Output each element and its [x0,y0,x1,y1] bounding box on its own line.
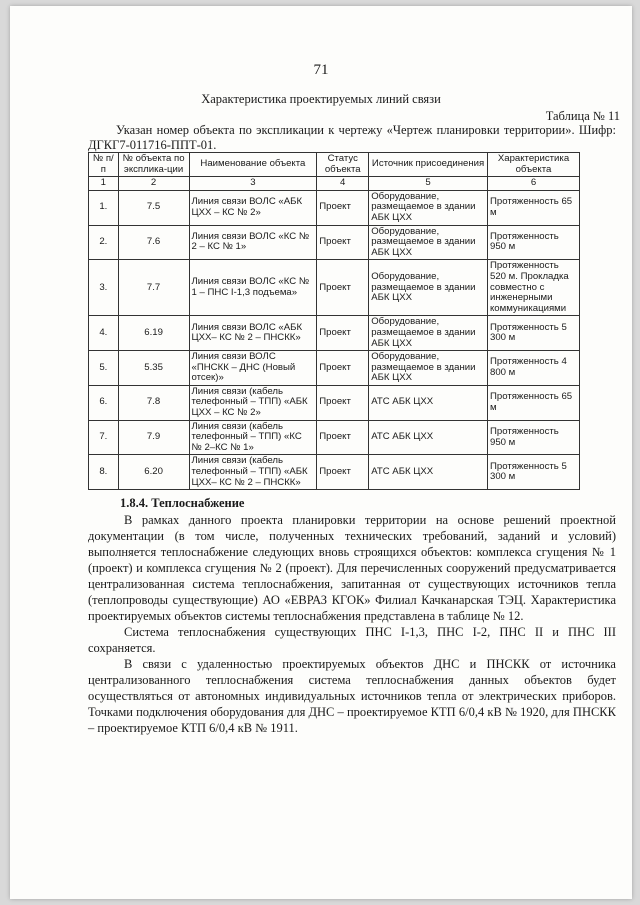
header-cell: № объекта по эксплика-ции [118,153,189,177]
header-cell: Статус объекта [317,153,369,177]
table-cell: Оборудование, размещаемое в здании АБК ЦХХ [369,225,488,260]
header-cell: Источник присоединения [369,153,488,177]
table-cell: Линия связи ВОЛС «АБК ЦХХ – КС № 2» [189,190,317,225]
table-cell: 7. [89,420,119,455]
page-number: 71 [313,62,329,78]
table-header-row [89,153,580,177]
header-cell: Наименование объекта [189,153,317,177]
table-cell: Линия связи ВОЛС «ПНСКК – ДНС (Новый отсек)» [189,351,317,386]
table-cell: Оборудование, размещаемое в здании АБК ЦХХ [369,260,488,316]
table-row [89,225,580,260]
table-cell: 7.8 [118,385,189,420]
column-index-row [89,177,580,191]
table-cell: 3. [89,260,119,316]
table-row [89,420,580,455]
table-cell: Протяженность 65 м [487,190,579,225]
table-cell: Проект [317,260,369,316]
table-cell: Протяженность 950 м [487,225,579,260]
table-cell: 6. [89,385,119,420]
table-cell: 7.7 [118,260,189,316]
table-cell: 7.6 [118,225,189,260]
index-cell: 6 [487,177,579,191]
table-cell: Линия связи (кабель телефонный – ТПП) «КС № 2–КС № 1» [189,420,317,455]
index-cell: 3 [189,177,317,191]
table-cell: Оборудование, размещаемое в здании АБК ЦХХ [369,190,488,225]
table-cell: 7.9 [118,420,189,455]
table-cell: 8. [89,455,119,490]
table-body [89,190,580,489]
table-cell: АТС АБК ЦХХ [369,420,488,455]
table-cell: Проект [317,225,369,260]
paragraph: Система теплоснабжения существующих ПНС I-1,3, ПНС I-2, ПНС II и ПНС III сохраняется. [88,625,616,655]
table-cell: Протяженность 950 м [487,420,579,455]
table-cell: 2. [89,225,119,260]
table-cell: 4. [89,316,119,351]
table-cell: Проект [317,351,369,386]
table-cell: 5.35 [118,351,189,386]
header-cell: Характеристика объекта [487,153,579,177]
table-cell: 1. [89,190,119,225]
index-cell: 4 [317,177,369,191]
paragraph: В связи с удаленностью проектируемых объектов ДНС и ПНСКК от источника централизованного теплоснабжения система теплоснабжения данных объектов будет осуществляться от автономных индивидуальных источников тепла от электрических приборов. Точками подключения оборудования для ДНС – проектируемое КТП 6/0,4 кВ № 1920, для ПНСКК – проектируемое КТП 6/0,4 кВ № 1911. [88,657,616,735]
table-row [89,260,580,316]
index-cell: 1 [89,177,119,191]
table-cell: Протяженность 5 300 м [487,316,579,351]
table-cell: Проект [317,316,369,351]
table-cell: Протяженность 65 м [487,385,579,420]
table-cell: АТС АБК ЦХХ [369,455,488,490]
document-page [10,6,632,899]
table-cell: 7.5 [118,190,189,225]
table-row [89,455,580,490]
table-cell: 6.20 [118,455,189,490]
table-cell: Оборудование, размещаемое в здании АБК ЦХХ [369,316,488,351]
table-cell: Линия связи ВОЛС «АБК ЦХХ– КС № 2 – ПНСКК» [189,316,317,351]
table-cell: Протяженность 5 300 м [487,455,579,490]
table-cell: Проект [317,385,369,420]
table-cell: 5. [89,351,119,386]
table-row [89,316,580,351]
table-label: Таблица № 11 [545,109,620,123]
header-cell: № п/п [89,153,119,177]
table-cell: Линия связи (кабель телефонный – ТПП) «АБК ЦХХ – КС № 2» [189,385,317,420]
table-title: Характеристика проектируемых линий связи [201,92,441,106]
table-cell: Линия связи ВОЛС «КС № 2 – КС № 1» [189,225,317,260]
index-cell: 5 [369,177,488,191]
communication-lines-table [88,152,580,490]
body-text [88,512,616,736]
intro-text: Указан номер объекта по экспликации к чертежу «Чертеж планировки территории». Шифр: ДГКГ7-011716-ППТ-01. [88,123,616,152]
table-cell: Проект [317,190,369,225]
table-cell: 6.19 [118,316,189,351]
table-cell: Проект [317,455,369,490]
section-heading: 1.8.4. Теплоснабжение [120,496,245,510]
table-row [89,190,580,225]
table-cell: Протяженность 4 800 м [487,351,579,386]
table-cell: Проект [317,420,369,455]
table-row [89,385,580,420]
table-cell: Протяженность 520 м. Прокладка совместно с инженерными коммуникациями [487,260,579,316]
index-cell: 2 [118,177,189,191]
table-cell: Линия связи ВОЛС «КС № 1 – ПНС I-1,3 подъема» [189,260,317,316]
table-row [89,351,580,386]
table-cell: Оборудование, размещаемое в здании АБК ЦХХ [369,351,488,386]
table-cell: Линия связи (кабель телефонный – ТПП) «АБК ЦХХ– КС № 2 – ПНСКК» [189,455,317,490]
table-cell: АТС АБК ЦХХ [369,385,488,420]
paragraph: В рамках данного проекта планировки территории на основе решений проектной документации (в том числе, полученных технических требований, заданий и условий) выполняется теплоснабжение следующих вновь строящихся объектов: комплекса сгущения № 1 (проект) и комплекса сгущения № 2 (проект). Для перечисленных сооружений предусматривается централизованная система теплоснабжения, запитанная от существующих источников тепла (теплопроводы существующие) АО «ЕВРАЗ КГОК» Филиал Качканарская ТЭЦ. Характеристика проектируемых объектов системы теплоснабжения представлена в таблице № 12. [88,513,616,623]
